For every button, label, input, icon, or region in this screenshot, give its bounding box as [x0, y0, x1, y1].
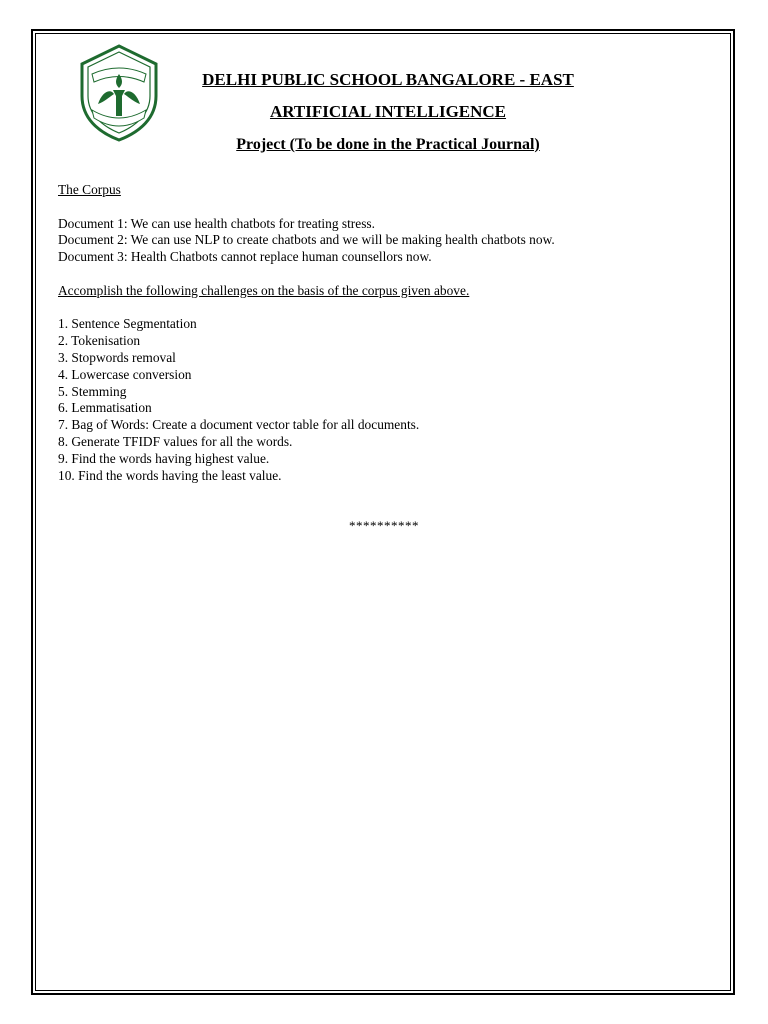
page-border-inner: [35, 33, 731, 991]
challenge-item: 5. Stemming: [58, 383, 127, 399]
project-heading: Project (To be done in the Practical Journal): [236, 136, 540, 153]
challenge-item: 9. Find the words having highest value.: [58, 450, 270, 466]
challenge-item: 6. Lemmatisation: [58, 400, 152, 416]
end-separator: **********: [349, 518, 419, 533]
challenge-item: 1. Sentence Segmentation: [58, 316, 197, 332]
challenge-item: 4. Lowercase conversion: [58, 366, 192, 382]
document-body: [58, 182, 718, 484]
school-crest-logo: [78, 44, 160, 142]
school-name-heading: DELHI PUBLIC SCHOOL BANGALORE - EAST: [202, 70, 574, 89]
challenge-item: 3. Stopwords removal: [58, 349, 176, 365]
corpus-document: Document 3: Health Chatbots cannot replace human counsellors now.: [58, 249, 432, 265]
corpus-document: Document 2: We can use NLP to create chatbots and we will be making health chatbots now.: [58, 232, 555, 248]
challenge-item: 10. Find the words having the least value.: [58, 467, 282, 483]
subject-heading: ARTIFICIAL INTELLIGENCE: [269, 102, 507, 121]
challenge-item: 2. Tokenisation: [58, 333, 141, 349]
corpus-heading: The Corpus: [58, 182, 121, 197]
corpus-document: Document 1: We can use health chatbots for treating stress.: [58, 215, 375, 231]
challenge-item: 7. Bag of Words: Create a document vector table for all documents.: [58, 417, 420, 433]
challenges-intro: Accomplish the following challenges on the basis of the corpus given above.: [58, 282, 470, 298]
challenge-item: 8. Generate TFIDF values for all the words.: [58, 433, 293, 449]
